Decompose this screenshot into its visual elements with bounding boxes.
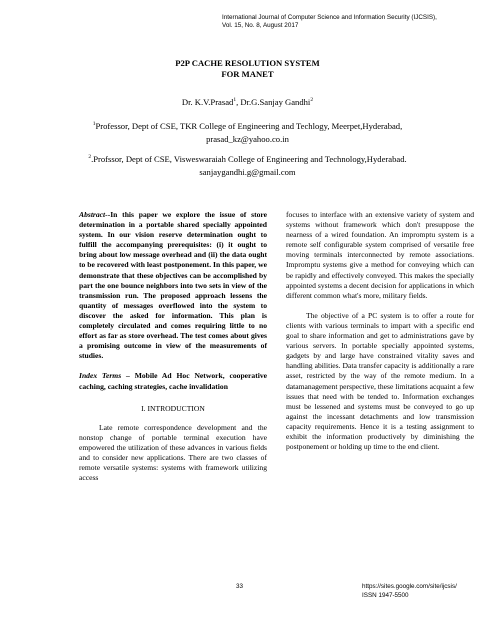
footer-info	[362, 583, 457, 600]
author-2: Dr.G.Sanjay Gandhi	[240, 97, 311, 107]
abstract-label: Abstract	[79, 210, 106, 219]
intro-paragraph-continued: focuses to interface with an extensive variety of system and systems without framework which don't presuppose the nearness of a wired foundation. An impromptu system is a remote self configurable system comprised of versatile free moving terminals interconnected by remote associations. Impromptu systems give a method for conveying which can be rapidly and effectively conveyed. This makes the specially appointed systems a decent decision for applications in which different common what's more, military fields.	[286, 210, 474, 300]
abstract-text: --In this paper we explore the issue of store determination in a portable shared specially appointed system. In our vision reserve determination ought to fulfill the accompanying prerequisites: (i) it ought to bring about low message overhead and (ii) the data ought to be recovered with least postponement. In this paper, we demonstrate that these objectives can be accomplished by part the one bounce neighbors into two sets in view of the transmission run. The proposed approach lessens the quantity of messages overflowed into the system to discover the asked for information. This plan is completely circulated and comes requiring little to no effort as far as store overhead. The test comes about gives a promising outcome in view of the measurements of studies.	[79, 210, 267, 361]
paper-title	[0, 58, 495, 79]
journal-issue: Vol. 15, No. 8, August 2017	[222, 22, 299, 30]
page-number: 33	[236, 583, 244, 590]
footer-issn: ISSN 1947-5500	[362, 591, 409, 599]
author-separator: ,	[236, 97, 241, 107]
affiliation-1-text: Professor, Dept of CSE, TKR College of Engineering and Techlogy, Meerpet,Hyderabad,	[95, 121, 403, 131]
abstract	[79, 210, 267, 361]
right-column	[286, 210, 474, 452]
affiliation-2	[30, 154, 465, 165]
intro-paragraph-1: Late remote correspondence development and the nonstop change of portable terminal execution have empowered the utilization of these advances in various fields and to consider new applications. There are two classes of remote versatile systems: systems with framework utilizing access	[79, 422, 267, 483]
journal-header	[222, 14, 482, 30]
journal-name: International Journal of Computer Science and Information Security (IJCSIS),	[222, 14, 437, 21]
left-column	[79, 210, 267, 483]
title-line-1: P2P CACHE RESOLUTION SYSTEM	[175, 58, 320, 68]
author-line	[30, 97, 465, 108]
affiliation-2-text: .Profssor, Dept of CSE, Visweswaraiah College of Engineering and Technology,Hyderabad.	[91, 154, 407, 164]
index-terms	[79, 371, 267, 391]
author-1: Dr. K.V.Prasad	[181, 97, 234, 107]
index-terms-text: – Mobile Ad Hoc Network, cooperative caching, caching strategies, cache invalidation	[79, 371, 268, 391]
section-heading: I. INTRODUCTION	[141, 403, 205, 413]
intro-paragraph-2: The objective of a PC system is to offer a route for clients with various terminals to impart with a specific end goal to share information and get to administrations gave by various servers. In portable specially appointed systems, gadgets by and large have constrained vitality saves and handling abilities. Data transfer capacity is additionally a rare asset, restricted by the way of the remote medium. In a datamanagement perspective, these limitations acquaint a few issues that need with be tended to. Information exchanges must be lessened and systems must be conveyed to go up against the incessant detachments and low transmission capacity requirements. Hence it is a testing assignment to exhibit the information productively by diminishing the postponement or holding up time to the end client.	[286, 310, 474, 452]
affiliation-2-sup: 2	[88, 154, 92, 161]
author-1-sup: 1	[233, 97, 237, 104]
affiliation-1	[30, 121, 465, 132]
title-line-2: FOR MANET	[221, 68, 274, 79]
author-2-sup: 2	[310, 97, 314, 104]
affiliation-1-sup: 1	[92, 121, 96, 128]
index-terms-label: Index Terms	[79, 371, 122, 381]
affiliation-2-email: sanjaygandhi.g@gmail.com	[199, 167, 296, 177]
affiliation-1-email: prasad_kz@yahoo.co.in	[206, 134, 289, 144]
footer-url: https://sites.google.com/site/ijcsis/	[362, 583, 457, 590]
